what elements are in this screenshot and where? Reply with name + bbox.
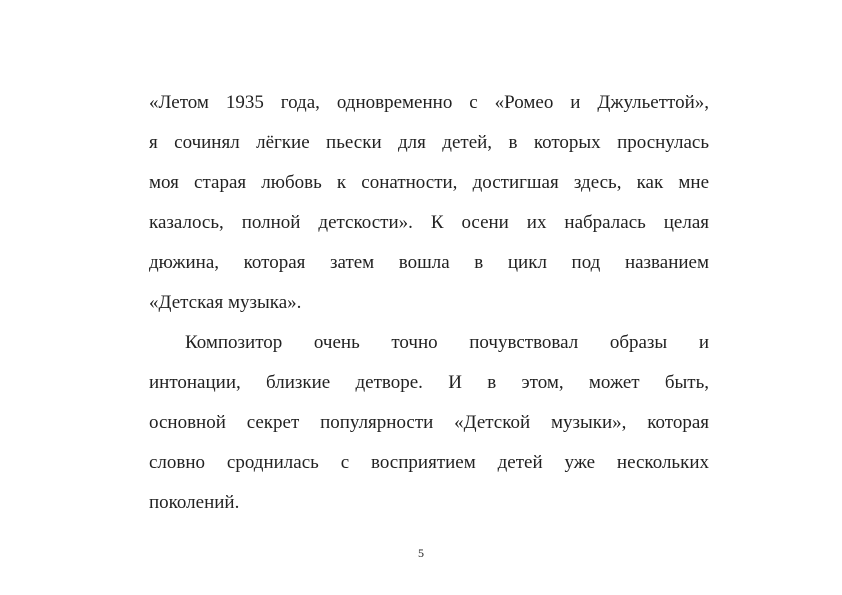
text-line: «Летом 1935 года, одновременно с «Ромео и Джульеттой», — [149, 92, 709, 113]
text-line: казалось, полной детскости». К осени их набралась целая — [149, 212, 709, 233]
text-line: «Детская музыка». — [149, 292, 302, 313]
paragraph-1 — [149, 83, 709, 323]
page-number: 5 — [418, 546, 424, 560]
text-line: интонации, близкие детворе. И в этом, может быть, — [149, 372, 709, 393]
paragraph-2 — [149, 323, 709, 523]
body-text — [149, 83, 709, 523]
text-line: моя старая любовь к сонатности, достигшая здесь, как мне — [149, 172, 709, 193]
text-line: Композитор очень точно почувствовал образы и — [185, 332, 709, 353]
text-line: дюжина, которая затем вошла в цикл под названием — [149, 252, 709, 273]
text-line: словно сроднилась с восприятием детей уже нескольких — [149, 452, 709, 473]
text-line: поколений. — [149, 492, 240, 513]
text-line: я сочинял лёгкие пьески для детей, в которых проснулась — [149, 132, 709, 153]
text-line: основной секрет популярности «Детской музыки», которая — [149, 412, 709, 433]
